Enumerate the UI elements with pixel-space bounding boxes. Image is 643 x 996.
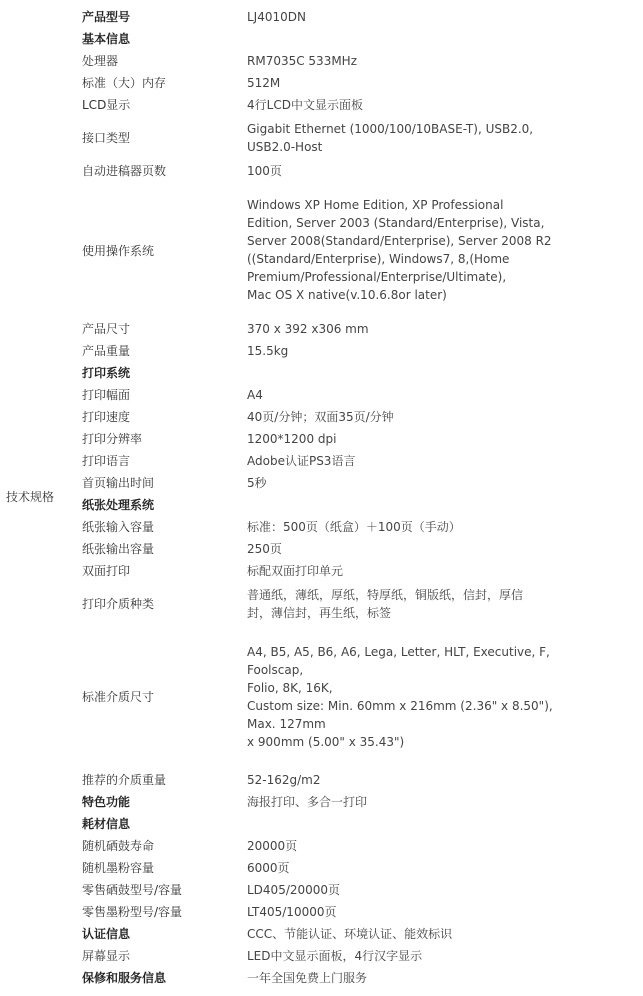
spec-label: 处理器	[82, 54, 119, 68]
spec-value-line: 标配双面打印单元	[247, 564, 344, 578]
spec-label: 屏幕显示	[82, 949, 131, 963]
spec-section-title: 纸张处理系统	[82, 498, 155, 512]
spec-label: 自动进稿器页数	[82, 164, 167, 178]
spec-value-line: 1200*1200 dpi	[247, 432, 337, 446]
spec-value-line: Windows XP Home Edition, XP Professional	[247, 198, 504, 212]
spec-label: 打印介质种类	[82, 597, 155, 611]
spec-value	[247, 96, 537, 114]
spec-value-line: USB2.0-Host	[247, 140, 323, 154]
spec-value	[247, 120, 537, 156]
spec-value	[247, 320, 537, 338]
spec-value	[247, 562, 537, 580]
spec-value-line: 海报打印、多合一打印	[247, 795, 368, 809]
spec-value-line: Foolscap,	[247, 663, 304, 677]
spec-value-line: Gigabit Ethernet (1000/100/10BASE-T), USB2.0,	[247, 122, 534, 136]
spec-label: 零售墨粉型号/容量	[82, 905, 183, 919]
spec-value	[247, 586, 537, 622]
spec-section-title: 耗材信息	[82, 817, 131, 831]
spec-value-line: LD405/20000页	[247, 883, 341, 897]
spec-value	[247, 474, 537, 492]
spec-value-line: 15.5kg	[247, 344, 289, 358]
spec-section-title: 产品型号	[82, 10, 131, 24]
spec-label: 打印语言	[82, 454, 131, 468]
spec-label: LCD显示	[82, 98, 131, 112]
spec-value	[247, 452, 537, 470]
spec-value	[247, 947, 537, 965]
spec-label: 随机硒鼓寿命	[82, 839, 155, 853]
spec-value	[247, 408, 537, 426]
spec-value	[247, 196, 552, 304]
spec-value-line: Premium/Professional/Enterprise/Ultimate),	[247, 270, 507, 284]
spec-label: 打印幅面	[82, 388, 131, 402]
spec-label: 产品尺寸	[82, 322, 131, 336]
spec-value	[247, 903, 537, 921]
spec-value-line: 512M	[247, 76, 281, 90]
spec-value-line: Custom size: Min. 60mm x 216mm (2.36" x 8.50"),	[247, 699, 553, 713]
spec-value	[247, 162, 537, 180]
spec-value-line: A4, B5, A5, B6, A6, Lega, Letter, HLT, Executive, F,	[247, 645, 550, 659]
spec-value-line: 普通纸，薄纸，厚纸，特厚纸，铜版纸，信封，厚信	[247, 588, 524, 602]
spec-value	[247, 8, 537, 26]
spec-value	[247, 342, 537, 360]
spec-section-title: 基本信息	[82, 32, 131, 46]
spec-label: 推荐的介质重量	[82, 773, 167, 787]
spec-value	[247, 540, 537, 558]
spec-value	[247, 52, 537, 70]
spec-label: 首页输出时间	[82, 476, 155, 490]
spec-label: 双面打印	[82, 564, 131, 578]
spec-value-line: 5秒	[247, 476, 267, 490]
spec-value-line: 40页/分钟；双面35页/分钟	[247, 410, 394, 424]
spec-value	[247, 386, 537, 404]
spec-value-line: 100页	[247, 164, 282, 178]
spec-value-line: 6000页	[247, 861, 290, 875]
spec-value	[247, 925, 537, 943]
spec-value	[247, 74, 537, 92]
spec-value	[247, 969, 537, 987]
spec-value-line: Mac OS X native(v.10.6.8or later)	[247, 288, 447, 302]
spec-label: 产品重量	[82, 344, 131, 358]
spec-section-title: 打印系统	[82, 366, 131, 380]
spec-value-line: 370 x 392 x306 mm	[247, 322, 369, 336]
spec-value	[247, 793, 537, 811]
spec-section-title: 保修和服务信息	[82, 971, 167, 985]
spec-value	[247, 643, 553, 751]
spec-label: 接口类型	[82, 131, 131, 145]
spec-label: 零售硒鼓型号/容量	[82, 883, 183, 897]
spec-label: 打印分辨率	[82, 432, 143, 446]
spec-label: 打印速度	[82, 410, 131, 424]
spec-label: 随机墨粉容量	[82, 861, 155, 875]
spec-label: 纸张输出容量	[82, 542, 155, 556]
spec-label: 纸张输入容量	[82, 520, 155, 534]
spec-section-title: 认证信息	[82, 927, 131, 941]
spec-value-line: 52-162g/m2	[247, 773, 321, 787]
spec-section-title: 特色功能	[82, 795, 131, 809]
spec-value-line: LT405/10000页	[247, 905, 337, 919]
spec-value-line: RM7035C 533MHz	[247, 54, 358, 68]
spec-value-line: Server 2008(Standard/Enterprise), Server 2008 R2	[247, 234, 552, 248]
spec-value	[247, 881, 537, 899]
spec-value	[247, 430, 537, 448]
spec-value	[247, 518, 537, 536]
spec-value-line: LJ4010DN	[247, 10, 306, 24]
spec-value-line: CCC、节能认证、环境认证、能效标识	[247, 927, 453, 941]
spec-value-line: x 900mm (5.00" x 35.43")	[247, 735, 405, 749]
spec-value-line: LED中文显示面板，4行汉字显示	[247, 949, 423, 963]
spec-value-line: 封，薄信封，再生纸，标签	[247, 606, 392, 620]
spec-value-line: Folio, 8K, 16K,	[247, 681, 333, 695]
spec-value-line: 20000页	[247, 839, 298, 853]
spec-value-line: 250页	[247, 542, 282, 556]
spec-value-line: 一年全国免费上门服务	[247, 971, 368, 985]
spec-value-line: 4行LCD中文显示面板	[247, 98, 363, 112]
side-label-tech-specs: 技术规格	[6, 490, 55, 504]
spec-label: 标准介质尺寸	[82, 690, 155, 704]
spec-label: 使用操作系统	[82, 244, 155, 258]
spec-value	[247, 837, 537, 855]
spec-value	[247, 859, 537, 877]
spec-value-line: Adobe认证PS3语言	[247, 454, 356, 468]
spec-value-line: ((Standard/Enterprise), Windows7, 8,(Home	[247, 252, 510, 266]
spec-value-line: A4	[247, 388, 263, 402]
spec-value-line: Edition, Server 2003 (Standard/Enterprise), Vista,	[247, 216, 545, 230]
spec-label: 标准（大）内存	[82, 76, 167, 90]
spec-value	[247, 771, 537, 789]
spec-value-line: Max. 127mm	[247, 717, 326, 731]
spec-value-line: 标准：500页（纸盒）＋100页（手动）	[247, 520, 461, 534]
